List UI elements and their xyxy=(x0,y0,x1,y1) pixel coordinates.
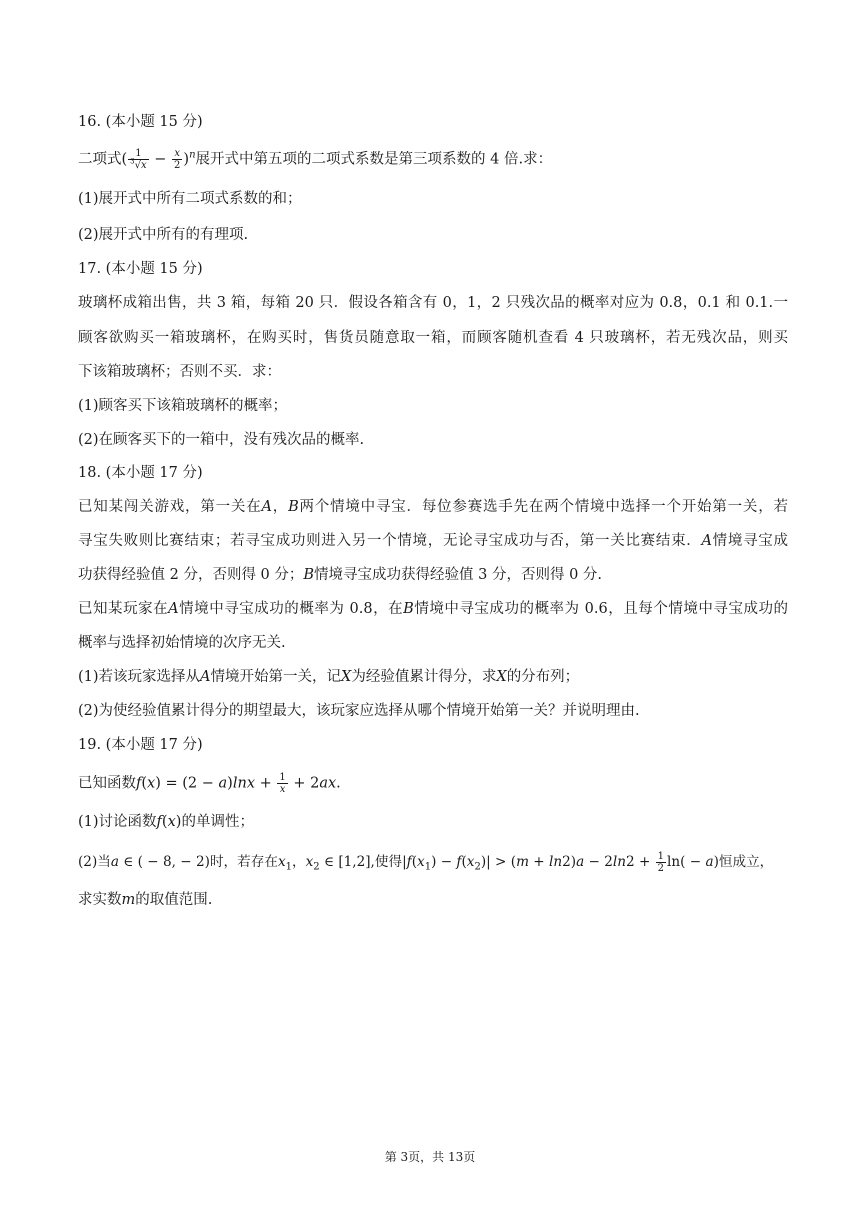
fraction: $\frac{1}{^3√x}$ xyxy=(130,148,147,171)
q16-header: 16. (本小题 15 分) xyxy=(78,114,203,130)
q16-stem: 二项式( $\frac{1}{^3√x}$ − $\frac{x}{2}$ )$^n$展开式中第五项的二项式系数是第三项系数的 4 倍.求： xyxy=(78,148,553,171)
q16-part1: (1)展开式中所有二项式系数的和； xyxy=(78,191,302,207)
q18-p1-line2: 寻宝失败则比赛结束；若寻宝成功则进入另一个情境，无论寻宝成功与否，第一关比赛结束．A情境寻宝成 xyxy=(78,533,789,549)
page-footer: 第 3页，共 13页 xyxy=(384,1150,476,1164)
q18-p1-line3: 功获得经验值 2 分，否则得 0 分；B情境寻宝成功获得经验值 3 分，否则得 0 分. xyxy=(78,567,603,583)
q18-header: 18. (本小题 17 分) xyxy=(78,465,203,481)
q17-part1: (1)顾客买下该箱玻璃杯的概率； xyxy=(78,398,288,414)
q18-p2-line2: 概率与选择初始情境的次序无关. xyxy=(78,635,286,651)
q18-p1-line1: 已知某闯关游戏，第一关在A，B两个情境中寻宝．每位参赛选手先在两个情境中选择一个开始第一关，若 xyxy=(78,499,789,515)
q17-part2: (2)在顾客买下的一箱中，没有残次品的概率. xyxy=(78,432,365,448)
q16-part2: (2)展开式中所有的有理项. xyxy=(78,227,249,243)
q19-part2-line2: 求实数m的取值范围. xyxy=(78,892,213,908)
q19-part2-line1: (2)当a ∈ ( − 8, − 2)时，若存在$x_1$，$x_2$ ∈ [1,2],使得$|f(x_1) - f(x_2)| > (m + \ln 2)a - 2\ln 2$ + $\frac{1}{2}$ ln( − a)恒成立， xyxy=(78,851,774,874)
fraction: $\frac{1}{2}$ xyxy=(657,851,665,874)
q19-stem: 已知函数f(x) = (2 − a)lnx + $\frac{1}{x}$ + 2ax. xyxy=(78,772,341,795)
q18-p2-line1: 已知某玩家在A情境中寻宝成功的概率为 0.8，在B情境中寻宝成功的概率为 0.6，且每个情境中寻宝成功的 xyxy=(78,601,789,617)
q19-header: 19. (本小题 17 分) xyxy=(78,737,203,753)
q18-part2: (2)为使经验值累计得分的期望最大，该玩家应选择从哪个情境开始第一关？并说明理由. xyxy=(78,703,640,719)
q19-part1: (1)讨论函数f(x)的单调性； xyxy=(78,814,254,830)
fraction: $\frac{1}{x}$ xyxy=(279,772,286,795)
q17-header: 17. (本小题 15 分) xyxy=(78,261,203,277)
q18-part1: (1)若该玩家选择从A情境开始第一关，记X为经验值累计得分，求X的分布列； xyxy=(78,669,580,685)
fraction: $\frac{x}{2}$ xyxy=(174,148,181,171)
q17-line3: 下该箱玻璃杯；否则不买．求： xyxy=(78,364,281,380)
q17-line1: 玻璃杯成箱出售，共 3 箱，每箱 20 只．假设各箱含有 0，1，2 只残次品的概率对应为 0.8，0.1 和 0.1.一 xyxy=(78,295,788,311)
q17-line2: 顾客欲购买一箱玻璃杯，在购买时，售货员随意取一箱，而顾客随机查看 4 只玻璃杯，若无残次品，则买 xyxy=(78,330,788,346)
